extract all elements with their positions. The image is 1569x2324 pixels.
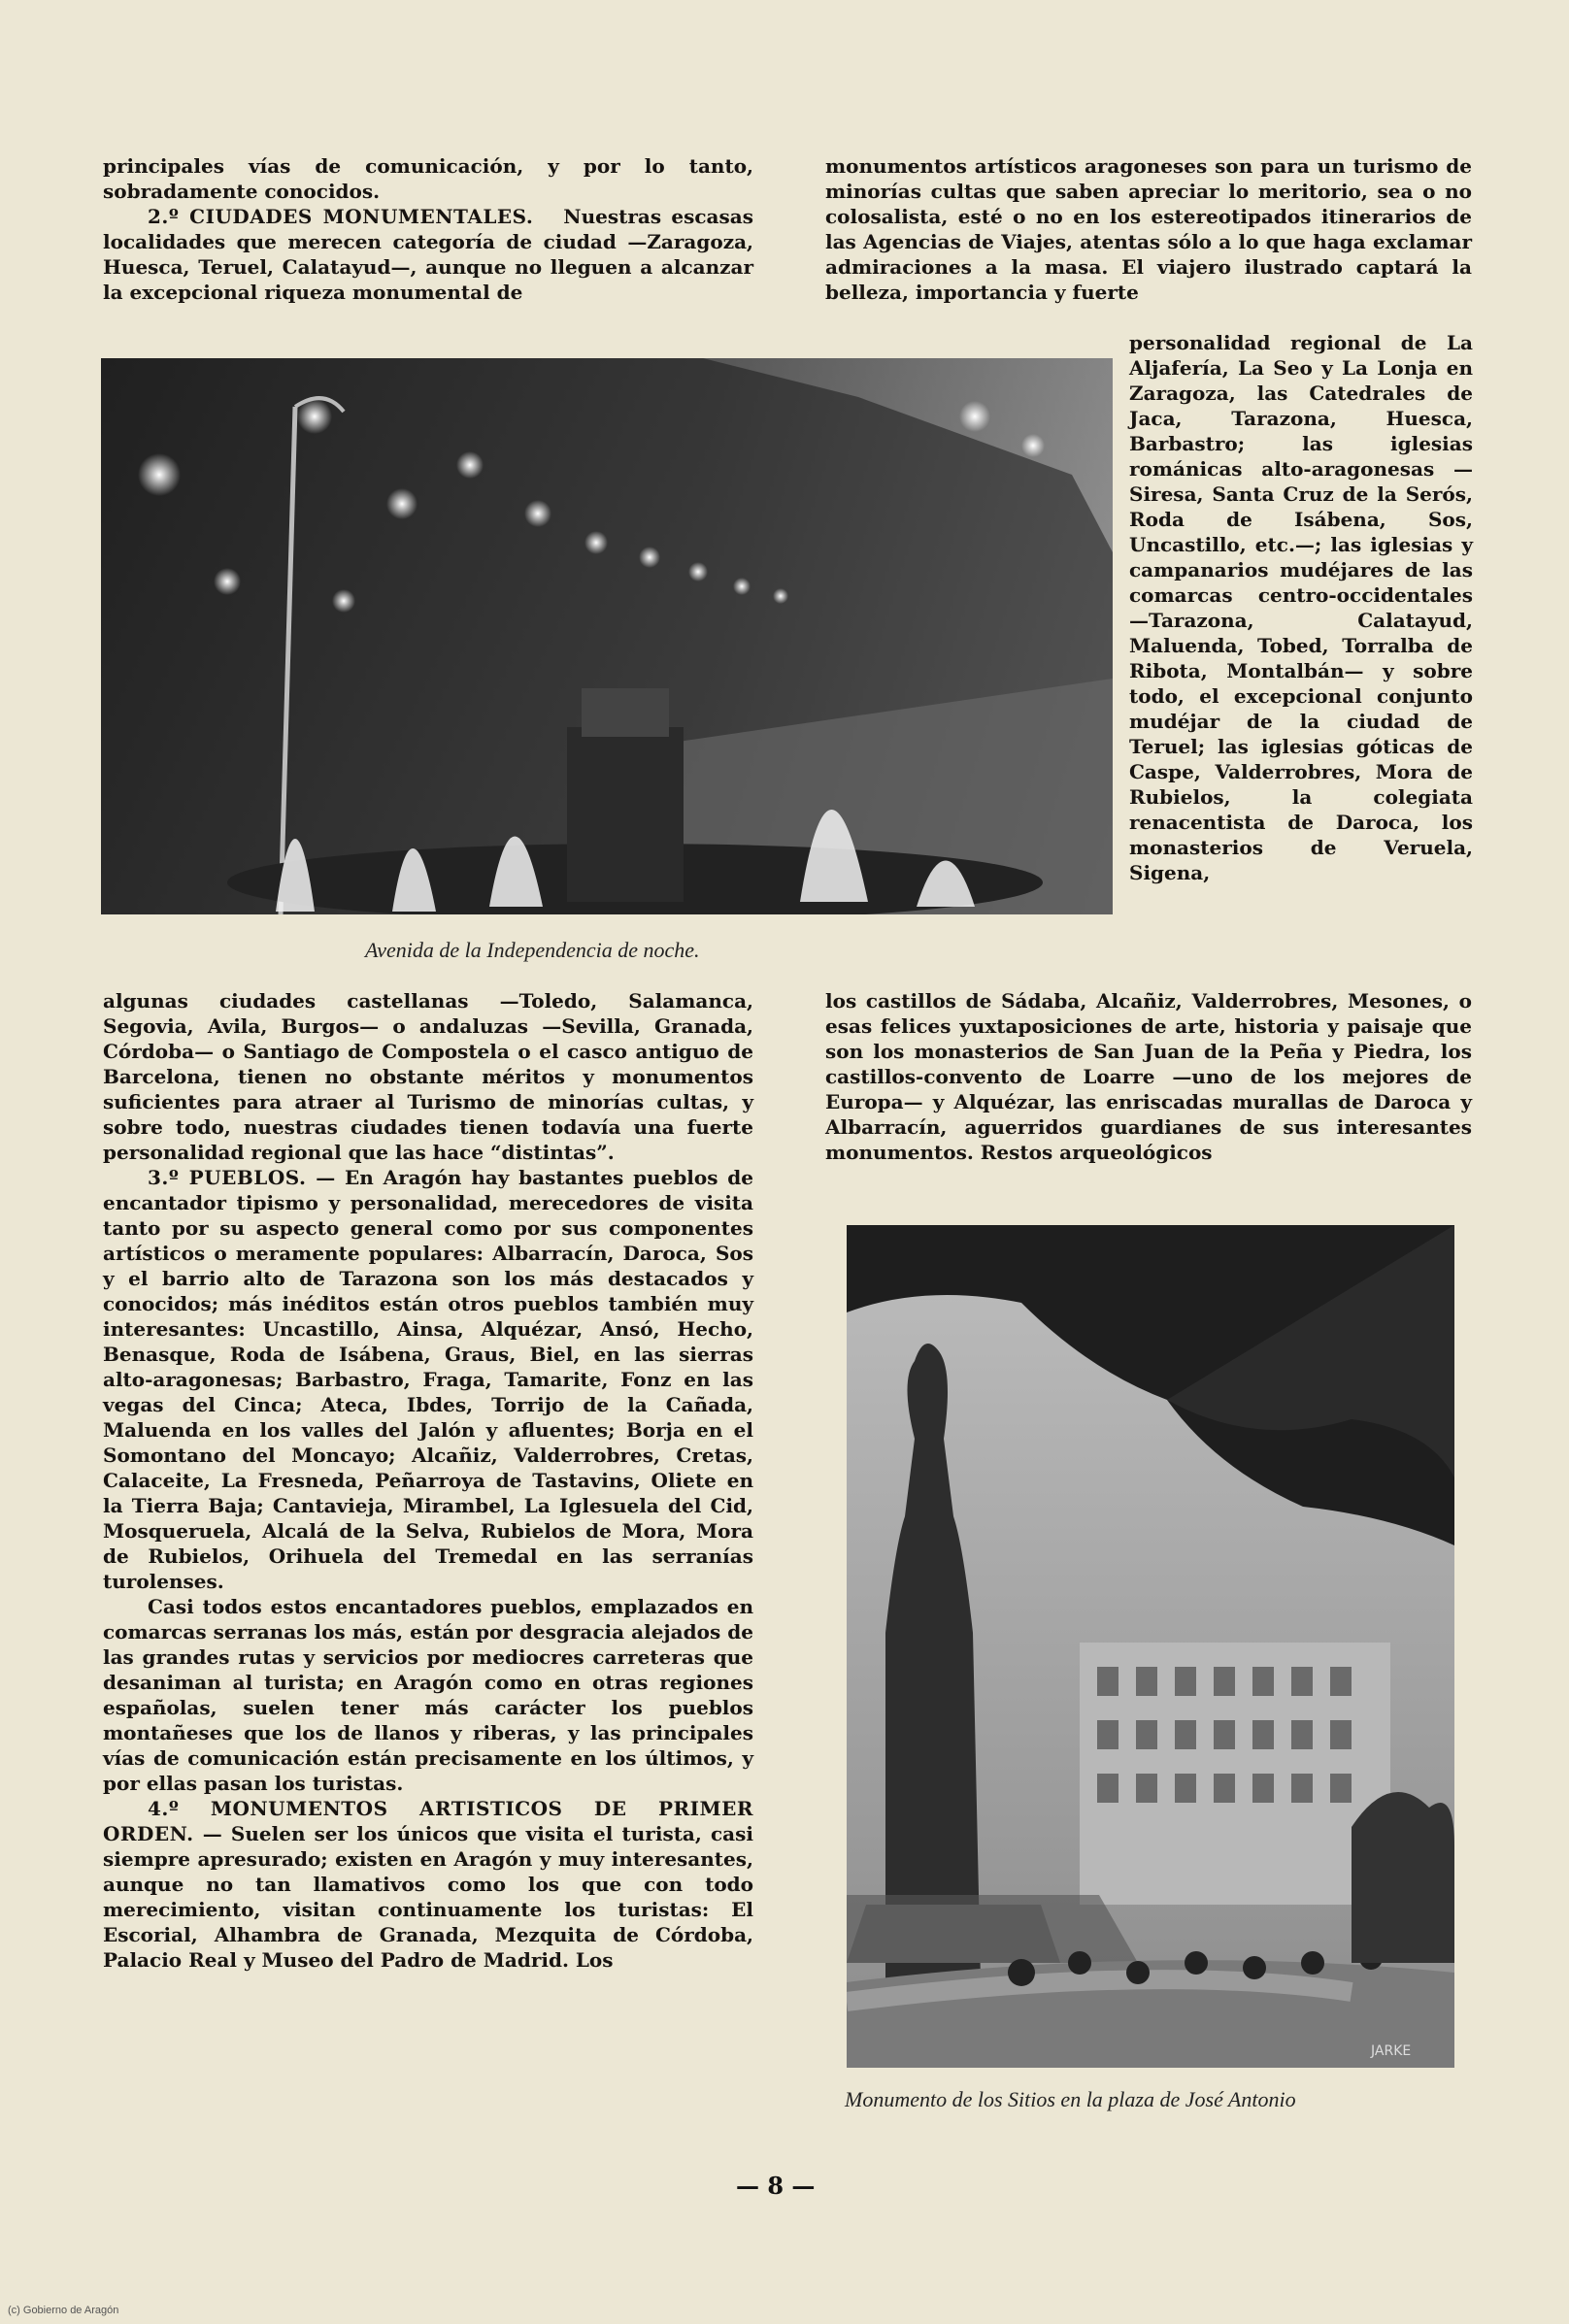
photo-signature: JARKE — [1371, 2043, 1412, 2059]
copyright-footer: (c) Gobierno de Aragón — [8, 2305, 119, 2316]
left-column-top — [103, 153, 753, 305]
photo2-caption: Monumento de los Sitios en la plaza de José Antonio — [845, 2087, 1296, 2111]
right-narrow-column — [1129, 330, 1473, 885]
right-column-continuation — [825, 988, 1472, 1165]
section-heading: 3.º PUEBLOS. — [148, 1166, 307, 1189]
section-heading: 2.º CIUDADES MONUMENTALES. — [148, 205, 534, 228]
photo-monumento-sitios — [847, 1225, 1454, 2068]
page-number: — 8 — — [736, 2172, 816, 2200]
paragraph: principales vías de comunicación, y por lo tanto, sobradamente conocidos. — [103, 154, 753, 203]
paragraph: algunas ciudades castellanas —Toledo, Salamanca, Segovia, Avila, Burgos— o andaluzas —Sevilla, Granada, Córdoba— o Santiago de Compostela o el casco antiguo de Barcelona, tienen no obstante méritos y monumentos suficientes para atraer al Turismo de minorías cultas, y sobre todo, nuestras ciudades tienen todavía una fuerte personalidad regional que las hace “distintas”. — [103, 989, 753, 1164]
monument-image — [847, 1225, 1454, 2068]
paragraph: los castillos de Sádaba, Alcañiz, Valderrobres, Mesones, o esas felices yuxtaposiciones de arte, historia y paisaje que son los monasterios de San Juan de la Peña y Piedra, los castillos-convento de Loarre —uno de los mejores de Europa— y Alquézar, las enriscadas murallas de Daroca y Albarracín, aguerridos guardianes de sus interesantes monumentos. Restos arqueológicos — [825, 989, 1472, 1164]
paragraph: 4.º MONUMENTOS ARTISTICOS DE PRIMER ORDEN. — Suelen ser los únicos que visita el turista, casi siempre apresurado; existen en Aragón y muy interesantes, aunque no tan llamativos como los que con todo merecimiento, visitan continuamente los turistas: El Escorial, Alhambra de Granada, Mezquita de Córdoba, Palacio Real y Museo del Padro de Madrid. Los — [103, 1797, 753, 1972]
paragraph: 2.º CIUDADES MONUMENTALES. Nuestras escasas localidades que merecen categoría de ciudad —Zaragoza, Huesca, Teruel, Calatayud—, aunque no lleguen a alcanzar la excepcional riqueza monumental de — [103, 205, 753, 304]
paragraph: personalidad regional de La Aljafería, La Seo y La Lonja en Zaragoza, las Catedrales de Jaca, Tarazona, Huesca, Barbastro; las iglesias románicas alto-aragonesas —Siresa, Santa Cruz de la Serós, Roda de Isábena, Sos, Uncastillo, etc.—; las iglesias y campanarios mudéjares de las comarcas centro-occidentales —Tarazona, Calatayud, Maluenda, Tobed, Torralba de Ribota, Montalbán— y sobre todo, el excepcional conjunto mudéjar de la ciudad de Teruel; las iglesias góticas de Caspe, Valderrobres, Mora de Rubielos, la colegiata renacentista de Daroca, los monasterios de Veruela, Sigena, — [1129, 331, 1473, 884]
photo-avenida-independencia — [101, 358, 1113, 914]
night-avenue-image — [101, 358, 1113, 914]
right-column-top — [825, 153, 1472, 305]
paragraph: 3.º PUEBLOS. — En Aragón hay bastantes pueblos de encantador tipismo y personalidad, merecedores de visita tanto por su aspecto general como por sus componentes artísticos o meramente populares: Albarracín, Daroca, Sos y el barrio alto de Tarazona son los más destacados y conocidos; más inéditos están otros pueblos también muy interesantes: Uncastillo, Ainsa, Alquézar, Ansó, Hecho, Benasque, Roda de Isábena, Graus, Biel, en las sierras alto-aragonesas; Barbastro, Fraga, Tamarite, Fonz en las vegas del Cinca; Ateca, Ibdes, Torrijo de la Cañada, Maluenda en los valles del Jalón y afluentes; Borja en el Somontano del Moncayo; Alcañiz, Valderrobres, Cretas, Calaceite, La Fresneda, Peñarroya de Tastavins, Oliete en la Tierra Baja; Cantavieja, Mirambel, La Iglesuela del Cid, Mosqueruela, Alcalá de la Selva, Rubielos de Mora, Mora de Rubielos, Orihuela del Tremedal en las serranías turolenses. — [103, 1166, 753, 1593]
paragraph: Casi todos estos encantadores pueblos, emplazados en comarcas serranas los más, están por desgracia alejados de las grandes rutas y servicios por mediocres carreteras que desaniman al turista; en Aragón como en otras regiones españolas, suelen tener más carácter los pueblos montañeses que los de llanos y riberas, y las principales vías de comunicación están precisamente en los últimos, y por ellas pasan los turistas. — [103, 1595, 753, 1795]
section-heading: 4.º MONUMENTOS ARTISTICOS DE PRIMER ORDEN. — [103, 1797, 753, 1845]
left-column-bottom — [103, 988, 753, 1973]
paragraph: monumentos artísticos aragoneses son para un turismo de minorías cultas que saben apreciar lo meritorio, sea o no colosalista, esté o no en los estereotipados itinerarios de las Agencias de Viajes, atentas sólo a lo que haga exclamar admiraciones a la masa. El viajero ilustrado captará la belleza, importancia y fuerte — [825, 154, 1472, 304]
photo1-caption: Avenida de la Independencia de noche. — [365, 938, 700, 962]
